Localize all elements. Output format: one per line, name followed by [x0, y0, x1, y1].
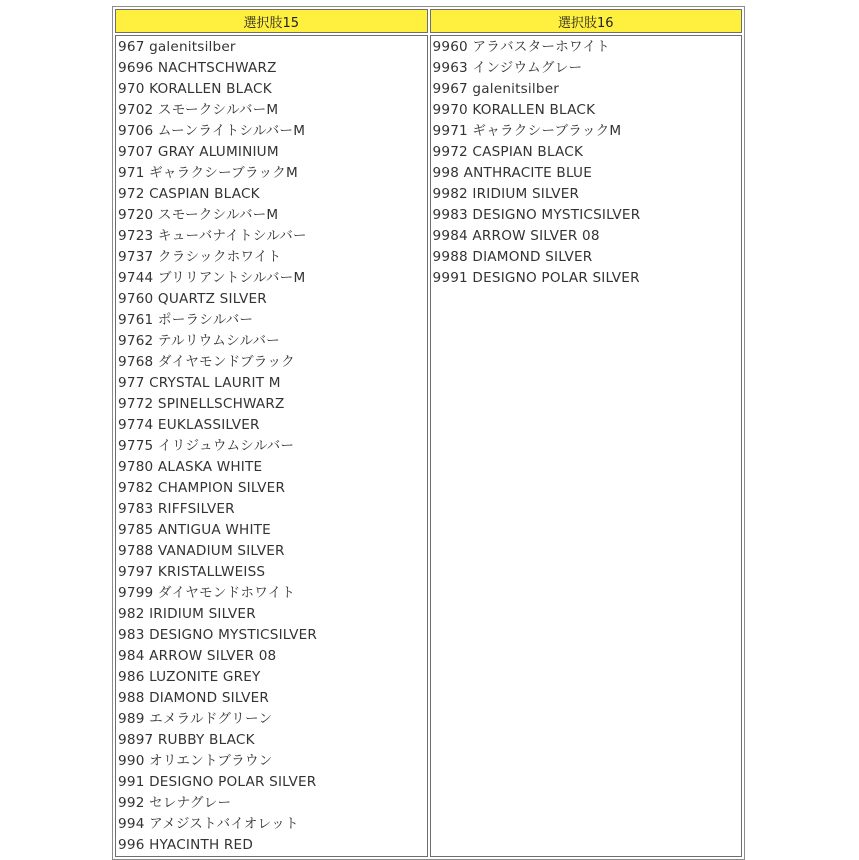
option-item: 9696 NACHTSCHWARZ [118, 60, 277, 76]
column-header-16: 選択肢16 [430, 9, 743, 33]
option-item: 967 galenitsilber [118, 39, 236, 55]
option-item: 9775 イリジュウムシルバー [118, 438, 295, 454]
option-item: 9785 ANTIGUA WHITE [118, 522, 271, 538]
column-header-15: 選択肢15 [115, 9, 428, 33]
option-item: 9702 スモークシルバーM [118, 102, 279, 118]
option-item: 9761 ポーラシルバー [118, 312, 254, 328]
option-item: 9967 galenitsilber [432, 81, 560, 97]
option-item: 977 CRYSTAL LAURIT M [118, 375, 281, 391]
option-item: 994 アメジストバイオレット [118, 816, 299, 832]
option-item: 9897 RUBBY BLACK [118, 732, 255, 748]
options-row [115, 35, 742, 857]
option-item: 9982 IRIDIUM SILVER [432, 186, 580, 202]
option-item: 970 KORALLEN BLACK [118, 81, 272, 97]
option-item: 989 エメラルドグリーン [118, 711, 273, 727]
option-item: 9737 クラシックホワイト [118, 249, 282, 265]
option-item: 996 HYACINTH RED [118, 837, 254, 853]
option-item: 9774 EUKLASSILVER [118, 417, 260, 433]
option-item: 9782 CHAMPION SILVER [118, 480, 286, 496]
option-item: 9988 DIAMOND SILVER [432, 249, 593, 265]
option-item: 9983 DESIGNO MYSTICSILVER [432, 207, 641, 223]
option-item: 9970 KORALLEN BLACK [432, 102, 596, 118]
option-item: 9783 RIFFSILVER [118, 501, 235, 517]
option-item: 9797 KRISTALLWEISS [118, 564, 266, 580]
option-item: 9991 DESIGNO POLAR SILVER [432, 270, 640, 286]
option-item: 9799 ダイヤモンドホワイト [118, 585, 296, 601]
option-item: 991 DESIGNO POLAR SILVER [118, 774, 317, 790]
option-item: 998 ANTHRACITE BLUE [432, 165, 592, 181]
option-item: 9768 ダイヤモンドブラック [118, 354, 295, 370]
option-item: 9788 VANADIUM SILVER [118, 543, 285, 559]
option-item: 9760 QUARTZ SILVER [118, 291, 267, 307]
option-item: 984 ARROW SILVER 08 [118, 648, 277, 664]
column-cell-16 [430, 35, 743, 857]
options-table [112, 6, 745, 860]
option-item: 9984 ARROW SILVER 08 [432, 228, 600, 244]
option-item: 983 DESIGNO MYSTICSILVER [118, 627, 318, 643]
option-list-16 [433, 37, 740, 289]
option-item: 972 CASPIAN BLACK [118, 186, 260, 202]
option-item: 9762 テルリウムシルバー [118, 333, 280, 349]
option-item: 990 オリエントブラウン [118, 753, 273, 769]
option-item: 9772 SPINELLSCHWARZ [118, 396, 285, 412]
option-item: 9706 ムーンライトシルバーM [118, 123, 306, 139]
column-cell-15 [115, 35, 428, 857]
option-item: 982 IRIDIUM SILVER [118, 606, 256, 622]
option-item: 986 LUZONITE GREY [118, 669, 261, 685]
option-item: 9780 ALASKA WHITE [118, 459, 263, 475]
option-list-15 [118, 37, 425, 856]
option-item: 992 セレナグレー [118, 795, 232, 811]
option-item: 9744 ブリリアントシルバーM [118, 270, 306, 286]
option-item: 988 DIAMOND SILVER [118, 690, 270, 706]
option-item: 9971 ギャラクシーブラックM [432, 123, 622, 139]
option-item: 9707 GRAY ALUMINIUM [118, 144, 279, 160]
option-item: 9960 アラバスターホワイト [432, 39, 610, 55]
option-item: 9723 キューバナイトシルバー [118, 228, 307, 244]
option-item: 971 ギャラクシーブラックM [118, 165, 298, 181]
option-item: 9963 インジウムグレー [432, 60, 583, 76]
header-row [115, 9, 742, 33]
option-item: 9972 CASPIAN BLACK [432, 144, 584, 160]
option-item: 9720 スモークシルバーM [118, 207, 279, 223]
